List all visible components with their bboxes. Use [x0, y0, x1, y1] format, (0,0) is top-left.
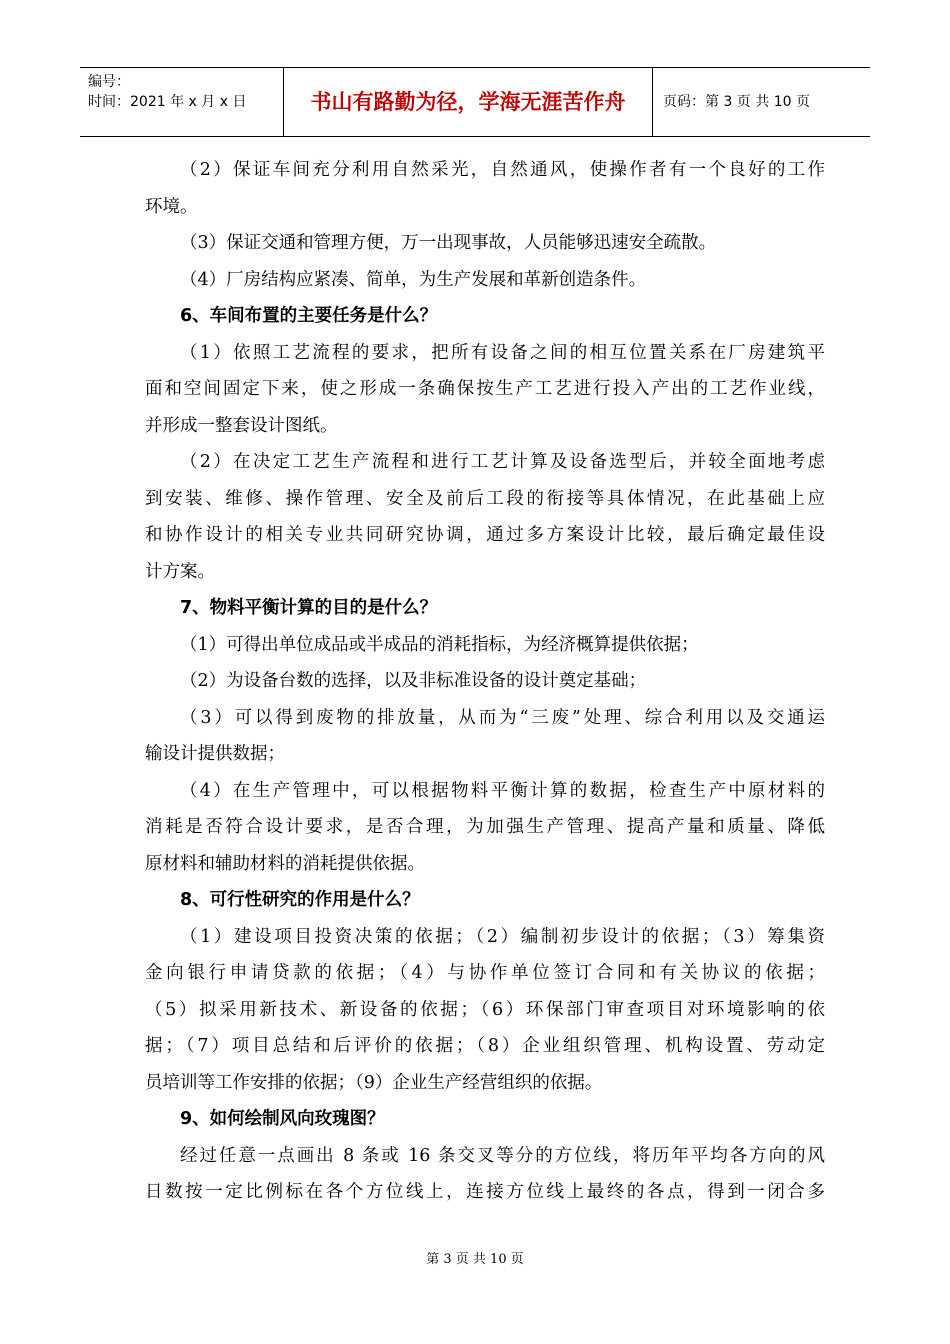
- paragraph-line: 和协作设计的相关专业共同研究协调，通过多方案设计比较，最后确定最佳设: [145, 525, 825, 545]
- page-header: [80, 67, 870, 137]
- section-heading: 9、如何绘制风向玫瑰图？: [180, 1109, 385, 1129]
- paragraph-line: 输设计提供数据；: [145, 744, 285, 764]
- paragraph-line: （1）可得出单位成品或半成品的消耗指标，为经济概算提供依据；: [180, 634, 699, 655]
- paragraph-line: 到安装、维修、操作管理、安全及前后工段的衔接等具体情况，在此基础上应: [145, 488, 825, 509]
- paragraph-line: （4）厂房结构应紧凑、简单，为生产发展和革新创造条件。: [180, 269, 647, 290]
- paragraph-line: 消耗是否符合设计要求，是否合理，为加强生产管理、提高产量和质量、降低: [145, 817, 825, 837]
- document-body: [145, 152, 825, 1211]
- header-page-number: 页码：第 3 页 共 10 页: [663, 94, 810, 110]
- section-heading: 8、可行性研究的作用是什么？: [180, 890, 420, 910]
- paragraph-line: （5）拟采用新技术、新设备的依据；（6）环保部门审查项目对环境影响的依: [145, 999, 825, 1020]
- paragraph-line: 计方案。: [145, 561, 215, 582]
- paragraph-line: 并形成一整套设计图纸。: [145, 415, 338, 436]
- section-heading: 6、车间布置的主要任务是什么？: [180, 306, 438, 326]
- paragraph-line: 员培训等工作安排的依据；（9）企业生产经营组织的依据。: [145, 1072, 603, 1093]
- header-date: 时间：2021 年 x 月 x 日: [88, 94, 247, 110]
- paragraph-line: （1）建设项目投资决策的依据；（2）编制初步设计的依据；（3）筹集资: [180, 926, 825, 947]
- paragraph-line: （3）保证交通和管理方便，万一出现事故，人员能够迅速安全疏散。: [180, 233, 717, 253]
- header-number-label: 编号：: [88, 74, 130, 90]
- paragraph-line: 面和空间固定下来，使之形成一条确保按生产工艺进行投入产出的工艺作业线，: [145, 379, 825, 399]
- paragraph-line: （1）依照工艺流程的要求，把所有设备之间的相互位置关系在厂房建筑平: [180, 342, 825, 363]
- paragraph-line: （2）为设备台数的选择，以及非标准设备的设计奠定基础；: [180, 671, 647, 691]
- paragraph-line: 环境。: [145, 196, 198, 217]
- paragraph-line: （2）保证车间充分利用自然采光，自然通风，使操作者有一个良好的工作: [180, 160, 825, 180]
- paragraph-line: 金向银行申请贷款的依据；（4）与协作单位签订合同和有关协议的依据；: [145, 963, 825, 983]
- paragraph-line: 日数按一定比例标在各个方位线上，连接方位线上最终的各点，得到一闭合多: [145, 1182, 825, 1202]
- page-footer: 第 3 页 共 10 页: [426, 1252, 524, 1267]
- paragraph-line: 经过任意一点画出 8 条或 16 条交叉等分的方位线，将历年平均各方向的风: [180, 1145, 825, 1166]
- paragraph-line: （3）可以得到废物的排放量，从而为“三废”处理、综合利用以及交通运: [180, 707, 825, 728]
- header-motto: 书山有路勤为径，学海无涯苦作舟: [283, 68, 653, 136]
- header-meta: [80, 68, 283, 136]
- section-heading: 7、物料平衡计算的目的是什么？: [180, 598, 438, 618]
- paragraph-line: （2）在决定工艺生产流程和进行工艺计算及设备选型后，并较全面地考虑: [180, 452, 825, 472]
- paragraph-line: 据；（7）项目总结和后评价的依据；（8）企业组织管理、机构设置、劳动定: [145, 1036, 825, 1056]
- paragraph-line: 原材料和辅助材料的消耗提供依据。: [145, 853, 425, 874]
- paragraph-line: （4）在生产管理中，可以根据物料平衡计算的数据，检查生产中原材料的: [180, 780, 825, 801]
